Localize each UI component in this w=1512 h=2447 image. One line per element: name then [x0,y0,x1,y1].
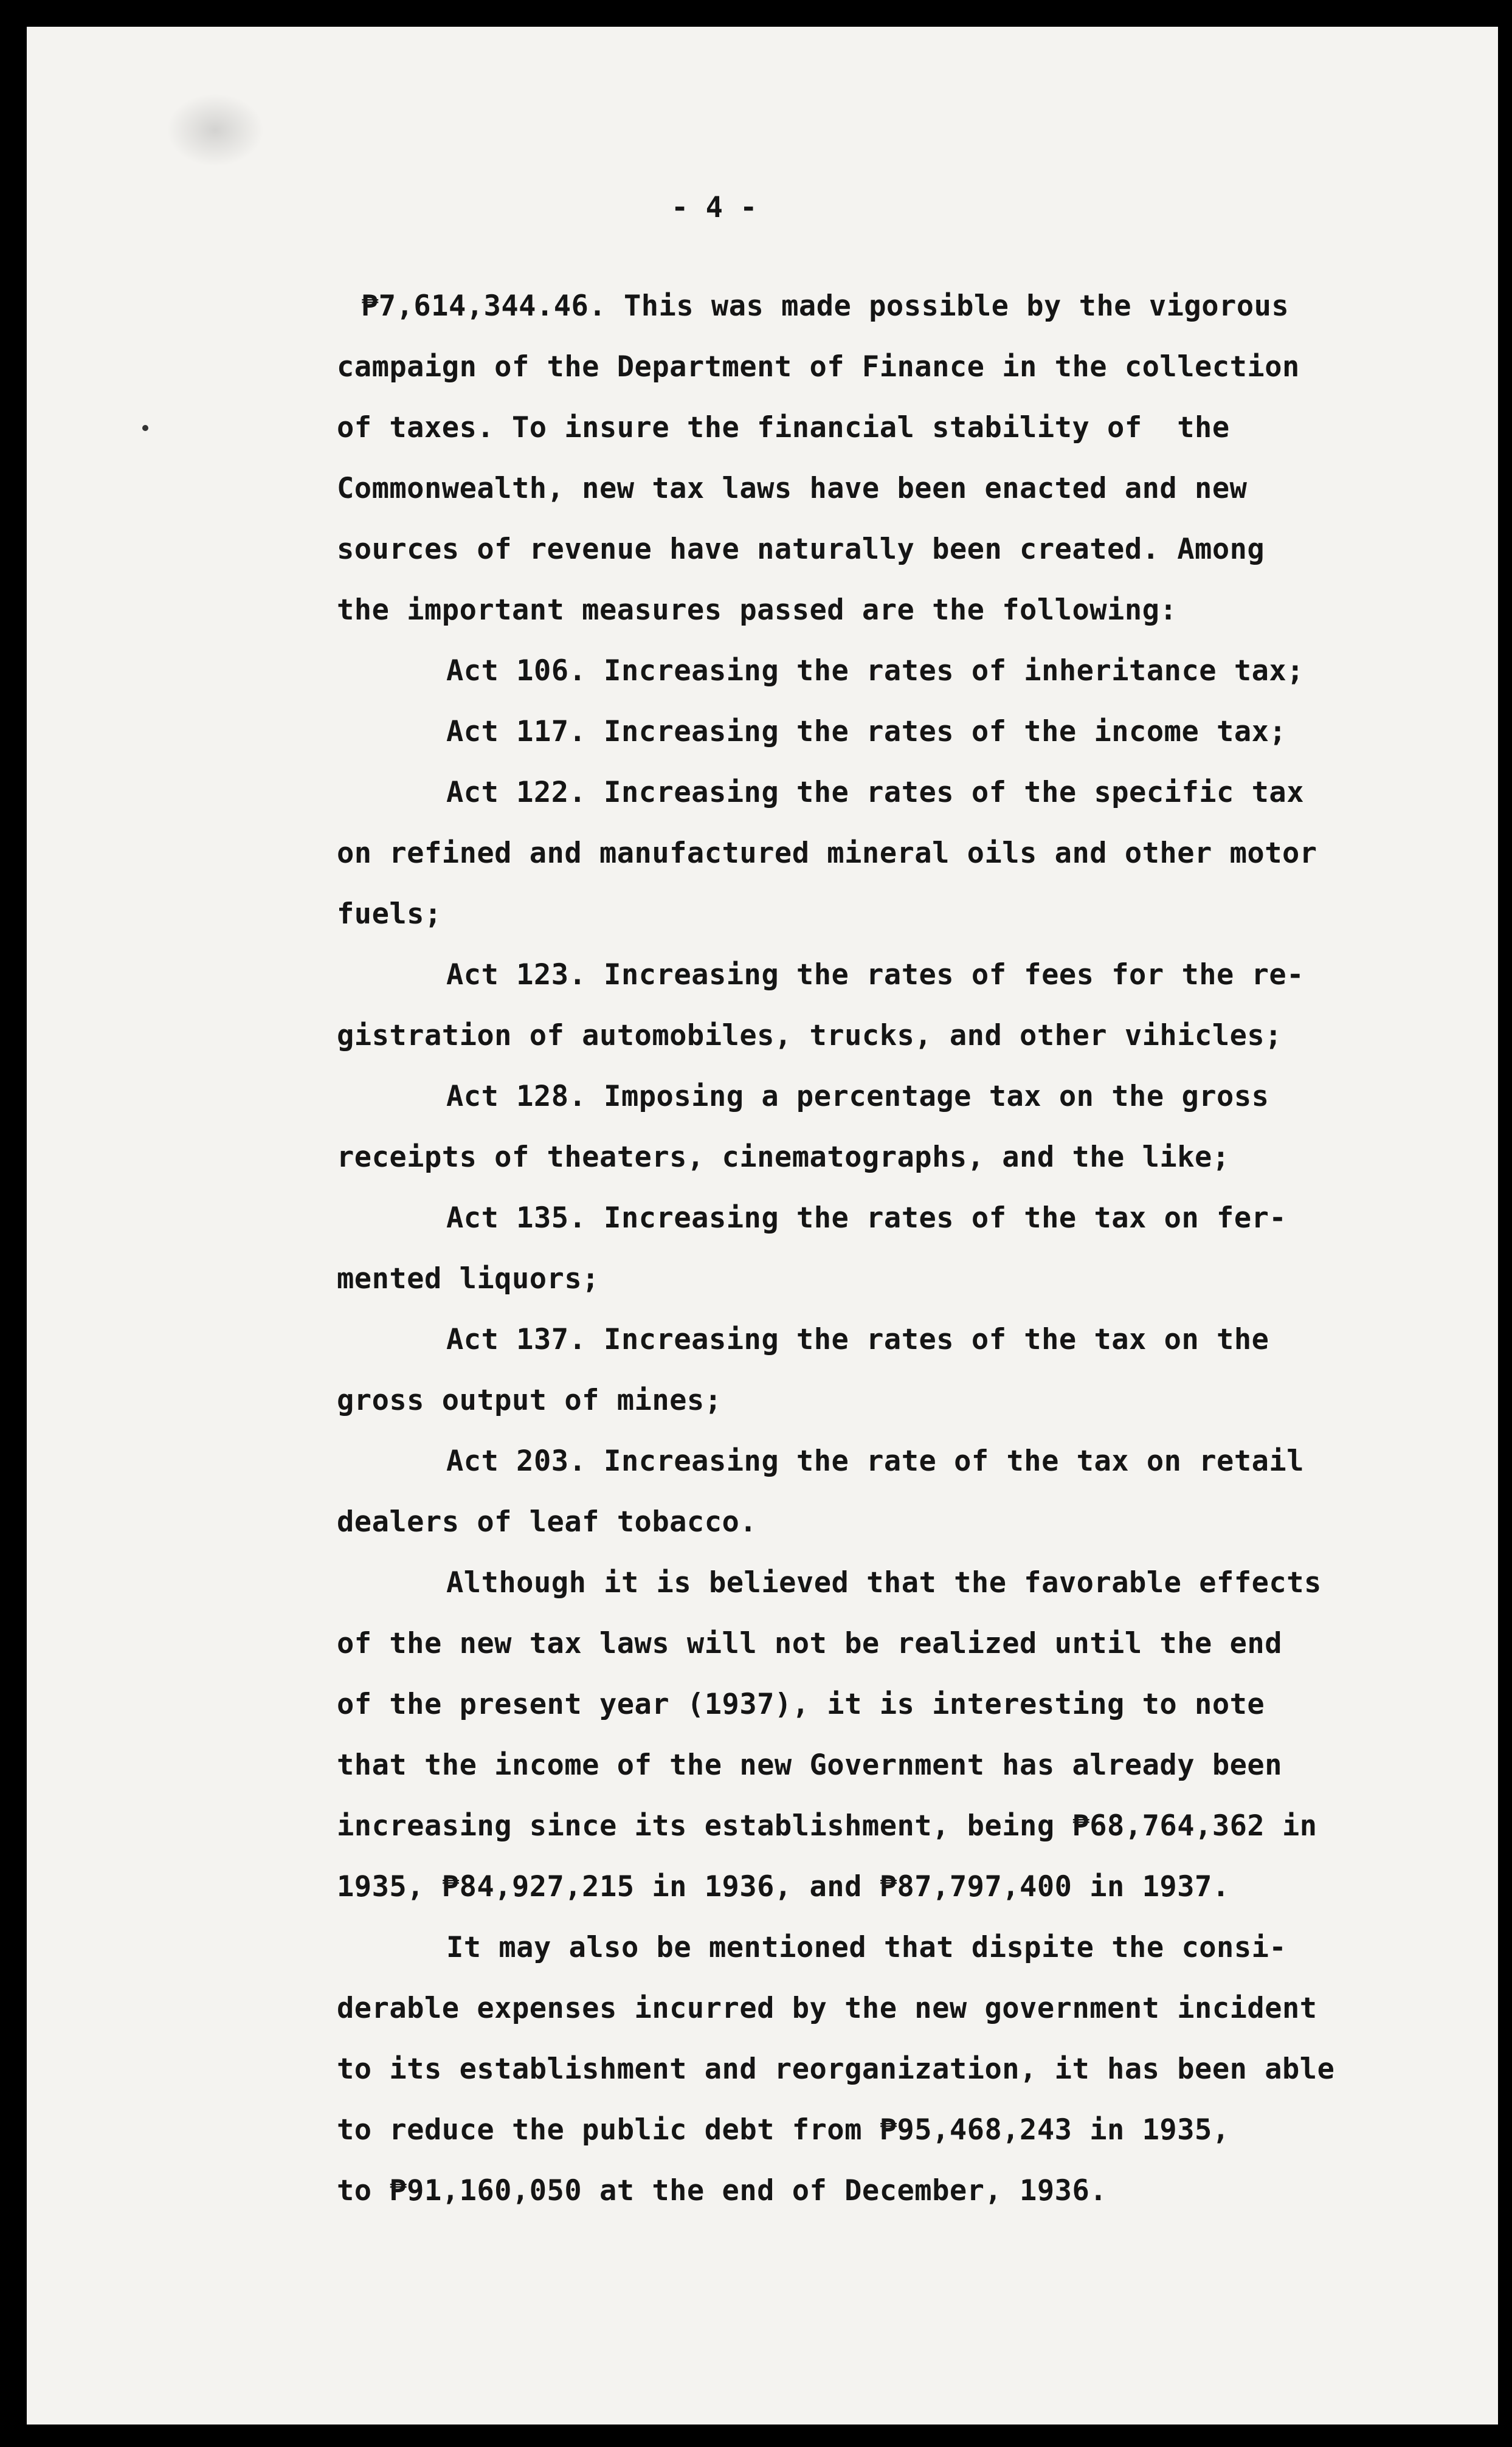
text-line: that the income of the new Government has already been [337,1748,1283,1782]
text-line: Although it is believed that the favorable effects [446,1566,1322,1600]
text-line: campaign of the Department of Finance in the collection [337,350,1300,384]
text-line: It may also be mentioned that dispite the consi- [446,1931,1287,1964]
text-line: of the new tax laws will not be realized until the end [337,1627,1283,1660]
text-line: to reduce the public debt from ₱95,468,243 in 1935, [337,2113,1230,2147]
text-line: gistration of automobiles, trucks, and other vihicles; [337,1019,1283,1052]
text-line: of taxes. To insure the financial stability of the [337,411,1230,444]
text-line: Act 128. Imposing a percentage tax on the gross [446,1080,1269,1113]
text-line: Commonwealth, new tax laws have been enacted and new [337,472,1248,505]
text-line: Act 123. Increasing the rates of fees for the re- [446,958,1305,992]
text-line: receipts of theaters, cinematographs, and the like; [337,1141,1230,1174]
text-line: increasing since its establishment, being ₱68,764,362 in [337,1809,1317,1843]
text-line: to ₱91,160,050 at the end of December, 1936. [337,2174,1108,2207]
text-line: Act 135. Increasing the rates of the tax on fer- [446,1201,1287,1235]
page-number: - 4 - [671,191,758,224]
text-line: to its establishment and reorganization, it has been able [337,2052,1335,2086]
text-line: Act 106. Increasing the rates of inheritance tax; [446,654,1305,688]
text-line: ₱7,614,344.46. This was made possible by the vigorous [361,289,1289,323]
text-line: gross output of mines; [337,1384,722,1417]
text-line: dealers of leaf tobacco. [337,1505,758,1539]
paper-smudge [167,94,264,167]
document-page [27,27,1498,2425]
text-line: 1935, ₱84,927,215 in 1936, and ₱87,797,400 in 1937. [337,1870,1230,1903]
text-line: fuels; [337,897,442,931]
text-line: sources of revenue have naturally been created. Among [337,533,1265,566]
text-line: the important measures passed are the following: [337,593,1178,627]
text-line: derable expenses incurred by the new government incident [337,1992,1317,2025]
text-line: Act 203. Increasing the rate of the tax on retail [446,1444,1305,1478]
text-line: mented liquors; [337,1262,599,1296]
text-line: on refined and manufactured mineral oils and other motor [337,837,1317,870]
text-line: of the present year (1937), it is interesting to note [337,1688,1265,1721]
text-line: Act 122. Increasing the rates of the specific tax [446,776,1305,809]
ink-speck [142,425,148,431]
text-line: Act 117. Increasing the rates of the income tax; [446,715,1287,748]
text-line: Act 137. Increasing the rates of the tax on the [446,1323,1269,1356]
